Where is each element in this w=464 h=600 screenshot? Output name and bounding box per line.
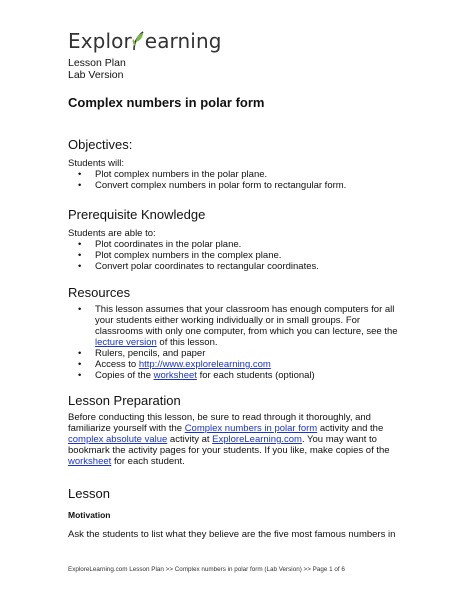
prereq-intro: Students are able to: <box>68 228 156 239</box>
list-item: • Plot complex numbers in the polar plane. <box>68 169 346 180</box>
objectives-intro: Students will: <box>68 158 124 169</box>
list-item: • Access to http://www.explorelearning.com <box>68 359 398 370</box>
logo-text-right: earning <box>144 29 222 53</box>
activity-link[interactable]: Complex numbers in polar form <box>184 423 318 434</box>
list-item: • Convert polar coordinates to rectangular coordinates. <box>68 261 319 272</box>
complex-absolute-value-link[interactable]: complex absolute value <box>68 434 168 445</box>
logo-text-left: Explor <box>68 29 132 53</box>
doc-type-line2: Lab Version <box>68 69 124 81</box>
list-item: • Plot coordinates in the polar plane. <box>68 239 319 250</box>
prep-heading: Lesson Preparation <box>68 393 181 408</box>
objectives-list <box>68 169 346 191</box>
motivation-subheading: Motivation <box>68 510 111 520</box>
list-item: • Copies of the worksheet for each students (optional) <box>68 370 398 381</box>
document-type <box>68 57 126 81</box>
list-item: • Rulers, pencils, and paper <box>68 348 398 359</box>
explorelearning-url-link[interactable]: http://www.explorelearning.com <box>138 359 271 370</box>
resources-list <box>68 304 398 381</box>
worksheet-link[interactable]: worksheet <box>153 370 197 381</box>
lesson-heading: Lesson <box>68 486 110 501</box>
explorelearning-logo <box>68 28 222 54</box>
page-title: Complex numbers in polar form <box>68 95 265 110</box>
motivation-text: Ask the students to list what they believe are the five most famous numbers in <box>68 529 396 540</box>
list-item: • This lesson assumes that your classroom has enough computers for all your students either working individually or in small groups. For classrooms with only one computer, from which you can lecture, see the lecture version of this lesson. <box>68 304 398 348</box>
page-footer: ExploreLearning.com Lesson Plan >> Complex numbers in polar form (Lab Version) >> Page 1 of 6 <box>68 566 345 573</box>
objectives-heading: Objectives: <box>68 137 133 152</box>
list-item: • Convert complex numbers in polar form to rectangular form. <box>68 180 346 191</box>
leaf-icon <box>132 30 145 52</box>
worksheet-link[interactable]: worksheet <box>68 456 112 467</box>
explorelearning-link[interactable]: ExploreLearning.com <box>212 434 302 445</box>
list-item: • Plot complex numbers in the complex plane. <box>68 250 319 261</box>
lecture-version-link[interactable]: lecture version <box>95 337 157 348</box>
prereq-heading: Prerequisite Knowledge <box>68 207 206 222</box>
prereq-list <box>68 239 319 272</box>
doc-type-line1: Lesson Plan <box>68 57 126 69</box>
prep-paragraph: Before conducting this lesson, be sure to read through it thoroughly, and familiarize yourself with the Complex numbers in polar form activity and the complex absolute value activity at ExploreLearning.com. You may want to bookmark the activity pages for your students. If you like, make copies of the worksheet for each student. <box>68 412 390 467</box>
resources-heading: Resources <box>68 285 131 300</box>
